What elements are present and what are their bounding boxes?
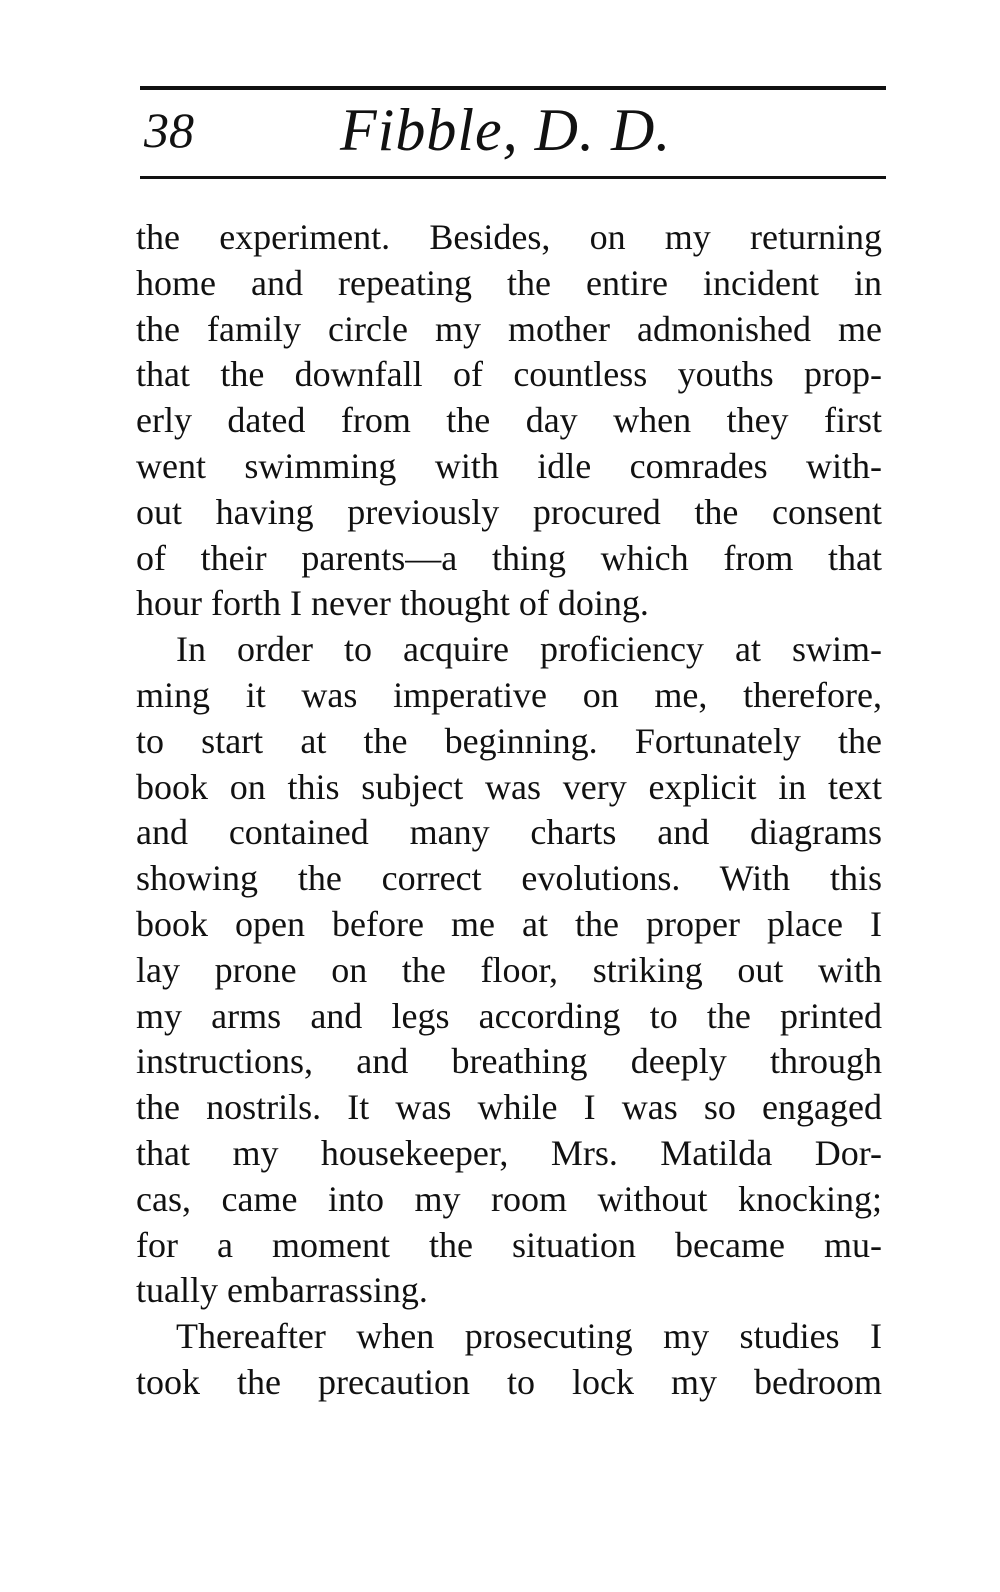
- text-line: book open before me at the proper place I: [136, 903, 882, 944]
- text-line: and contained many charts and diagrams: [136, 812, 882, 853]
- text-line: hour forth I never thought of doing.: [136, 583, 649, 624]
- text-line: that the downfall of countless youths prop-: [136, 354, 882, 395]
- text-line: that my housekeeper, Mrs. Matilda Dor-: [136, 1132, 882, 1173]
- body-text: [136, 215, 882, 1406]
- text-line: for a moment the situation became mu-: [136, 1224, 882, 1265]
- text-line: took the precaution to lock my bedroom: [136, 1361, 882, 1402]
- text-line: the nostrils. It was while I was so engaged: [136, 1087, 882, 1128]
- text-line: my arms and legs according to the printed: [136, 995, 882, 1036]
- text-line: the experiment. Besides, on my returning: [136, 217, 882, 257]
- running-title: Fibble, D. D.: [340, 97, 672, 163]
- paragraph-3: [136, 1314, 882, 1406]
- text-line: lay prone on the floor, striking out with: [136, 949, 882, 990]
- text-line: of their parents—a thing which from that: [136, 537, 882, 578]
- text-line: In order to acquire proficiency at swim-: [176, 629, 882, 670]
- text-line: erly dated from the day when they first: [136, 400, 882, 441]
- text-line: Thereafter when prosecuting my studies I: [176, 1316, 882, 1357]
- text-line: out having previously procured the consent: [136, 491, 882, 532]
- text-line: to start at the beginning. Fortunately the: [136, 720, 882, 761]
- text-line: book on this subject was very explicit in text: [136, 766, 882, 807]
- text-line: cas, came into my room without knocking;: [136, 1178, 882, 1219]
- text-line: showing the correct evolutions. With this: [136, 858, 882, 899]
- text-line: ming it was imperative on me, therefore,: [136, 674, 882, 715]
- page-header: [140, 92, 886, 172]
- header-top-rule: [140, 86, 886, 90]
- text-line: tually embarrassing.: [136, 1270, 428, 1311]
- paragraph-1: [136, 215, 882, 627]
- text-line: instructions, and breathing deeply through: [136, 1041, 882, 1082]
- paragraph-2: [136, 627, 882, 1314]
- text-line: went swimming with idle comrades with-: [136, 445, 882, 486]
- header-bottom-rule: [140, 176, 886, 179]
- text-line: the family circle my mother admonished me: [136, 308, 882, 349]
- page-number: 38: [144, 102, 194, 158]
- text-line: home and repeating the entire incident in: [136, 262, 882, 303]
